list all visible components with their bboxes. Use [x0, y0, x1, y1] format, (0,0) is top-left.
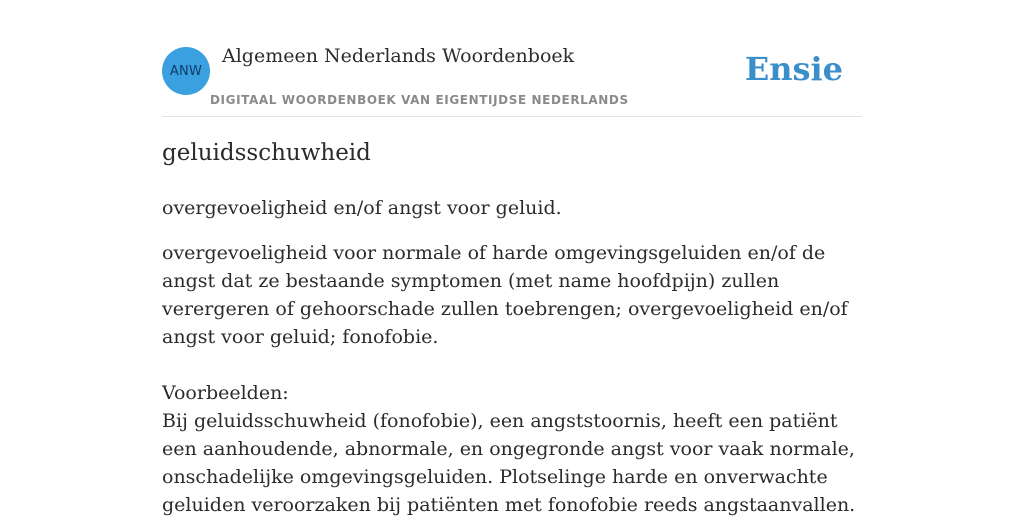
site-subtitle: DIGITAAL WOORDENBOEK VAN EIGENTIJDSE NEDERLANDS — [210, 93, 629, 107]
site-header — [162, 0, 862, 117]
anw-logo[interactable] — [162, 47, 210, 95]
examples-label: Voorbeelden: — [162, 382, 289, 404]
long-definition: overgevoeligheid voor normale of harde omgevingsgeluiden en/of de angst dat ze bestaande symptomen (met name hoofdpijn) zullen verergeren of gehoorschade zullen toebrengen; overgevoeligheid en/of angst voor geluid; fonofobie. — [162, 242, 848, 348]
short-definition: overgevoeligheid en/of angst voor geluid. — [162, 197, 562, 219]
example-text: Bij geluidsschuwheid (fonofobie), een angststoornis, heeft een patiënt een aanhoudende, abnormale, en ongegronde angst voor vaak normale, onschadelijke omgevingsgeluiden. Plotselinge harde en onverwachte geluiden veroorzaken bij patiënten met fonofobie reeds angstaanvallen. — [162, 410, 856, 516]
entry-headword: geluidsschuwheid — [162, 140, 371, 166]
ensie-brand-logo[interactable]: Ensie — [744, 50, 843, 88]
page-container — [162, 0, 862, 516]
logo-text: ANW — [169, 63, 203, 79]
site-title[interactable]: Algemeen Nederlands Woordenboek — [222, 45, 575, 67]
